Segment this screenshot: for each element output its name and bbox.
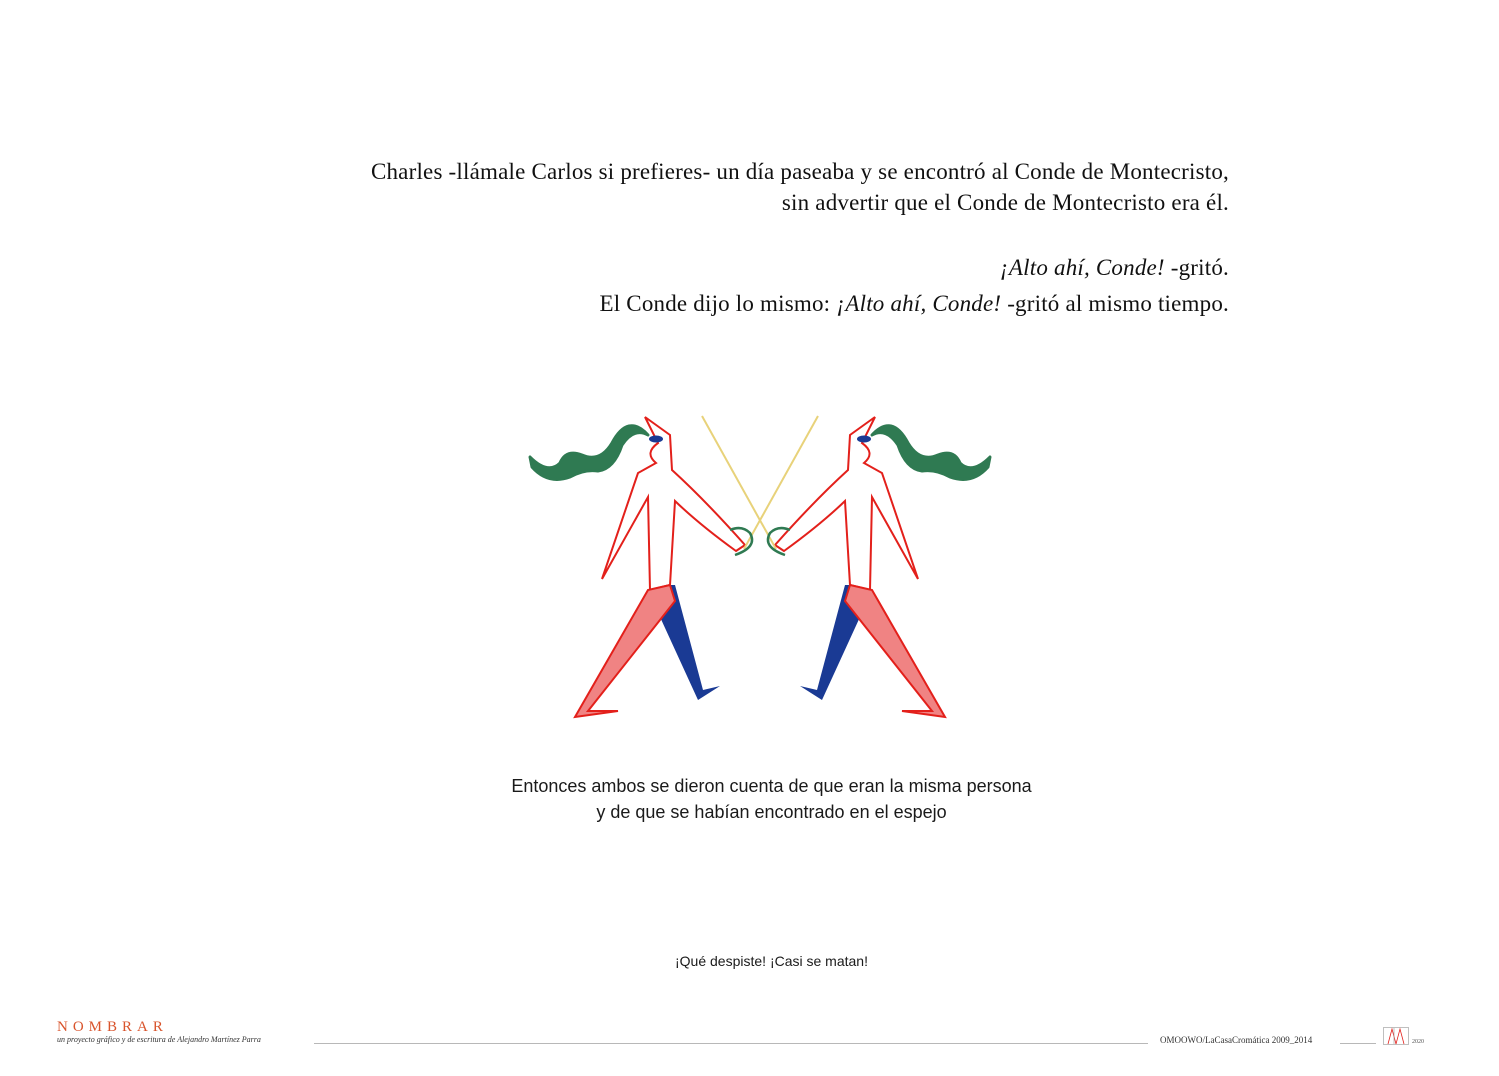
fencer-right-front-leg [845, 585, 945, 717]
story-shout-1 [1000, 252, 1229, 283]
footer-rule-short [1340, 1043, 1376, 1044]
shout-1-italic: ¡Alto ahí, Conde! [999, 255, 1165, 280]
shout-2-italic: ¡Alto ahí, Conde! [836, 291, 1002, 316]
shout-2-lead: El Conde dijo lo mismo: [599, 291, 837, 316]
fencer-right-eye [857, 436, 871, 443]
fencer-right [702, 416, 990, 717]
exclamation-caption: ¡Qué despiste! ¡Casi se matan! [675, 953, 868, 969]
story-intro-line-1: Charles -llámale Carlos si prefieres- un día paseaba y se encontró al Conde de Montecristo, [370, 159, 1229, 184]
story-shout-2 [599, 288, 1229, 319]
footer-year: 2020 [1412, 1039, 1424, 1045]
fencer-right-hair [872, 426, 990, 480]
footer-rule [314, 1043, 1148, 1044]
story-intro [371, 156, 1229, 218]
realization-caption [0, 773, 1499, 825]
fencer-left-front-leg [575, 585, 675, 717]
brand-subtitle: un proyecto gráfico y de escritura de Alejandro Martínez Parra [57, 1035, 261, 1044]
shout-2-rest: -gritó al mismo tiempo. [1001, 291, 1229, 316]
story-intro-line-2: sin advertir que el Conde de Montecristo era él. [781, 190, 1229, 215]
fencer-left-eye [649, 436, 663, 443]
fencer-left [530, 416, 818, 717]
footer-credit: OMOOWO/LaCasaCromática 2009_2014 [1160, 1035, 1313, 1045]
shout-1-rest: -gritó. [1164, 255, 1229, 280]
realization-line-1: Entonces ambos se dieron cuenta de que eran la misma persona [511, 776, 1032, 796]
fencers-illustration [520, 405, 1000, 725]
footer-branding [57, 1019, 261, 1045]
brand-title: NOMBRAR [57, 1019, 168, 1035]
monogram-logo-icon [1383, 1027, 1409, 1045]
realization-line-2: y de que se habían encontrado en el espejo [596, 802, 947, 822]
fencer-left-hair [530, 426, 648, 480]
